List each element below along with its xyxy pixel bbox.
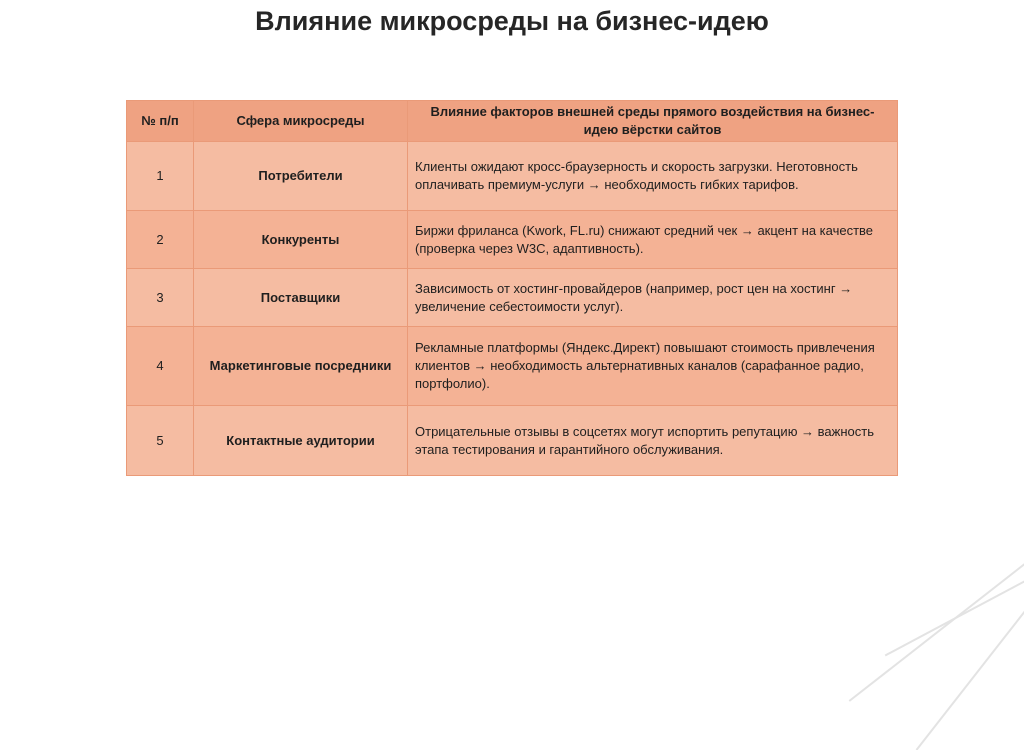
row-num: 1 bbox=[127, 142, 194, 211]
header-sphere: Сфера микросреды bbox=[194, 101, 408, 142]
header-impact: Влияние факторов внешней среды прямого воздействия на бизнес-идею вёрстки сайтов bbox=[408, 101, 898, 142]
table-row bbox=[127, 327, 898, 406]
microenvironment-table bbox=[126, 100, 898, 476]
table-row bbox=[127, 406, 898, 476]
table-row bbox=[127, 269, 898, 327]
header-num: № п/п bbox=[127, 101, 194, 142]
decorative-line bbox=[849, 540, 1024, 701]
row-sphere: Конкуренты bbox=[194, 211, 408, 269]
table-row bbox=[127, 211, 898, 269]
row-impact: Биржи фриланса (Kwork, FL.ru) снижают средний чек → акцент на качестве (проверка через W3C, адаптивность). bbox=[408, 211, 898, 269]
row-num: 2 bbox=[127, 211, 194, 269]
row-sphere: Контактные аудитории bbox=[194, 406, 408, 476]
row-num: 4 bbox=[127, 327, 194, 406]
row-num: 5 bbox=[127, 406, 194, 476]
row-impact: Клиенты ожидают кросс-браузерность и скорость загрузки. Неготовность оплачивать премиум-услуги → необходимость гибких тарифов. bbox=[408, 142, 898, 211]
row-sphere: Маркетинговые посредники bbox=[194, 327, 408, 406]
slide-title: Влияние микросреды на бизнес-идею bbox=[255, 6, 769, 36]
table-row bbox=[127, 142, 898, 211]
row-sphere: Потребители bbox=[194, 142, 408, 211]
row-impact: Рекламные платформы (Яндекс.Директ) повышают стоимость привлечения клиентов → необходимость альтернативных каналов (сарафанное радио, портфолио). bbox=[408, 327, 898, 406]
row-sphere: Поставщики bbox=[194, 269, 408, 327]
table-header-row bbox=[127, 101, 898, 142]
decorative-line bbox=[885, 570, 1024, 656]
row-impact: Отрицательные отзывы в соцсетях могут испортить репутацию → важность этапа тестирования и гарантийного обслуживания. bbox=[408, 406, 898, 476]
row-impact: Зависимость от хостинг-провайдеров (например, рост цен на хостинг → увеличение себестоимости услуг). bbox=[408, 269, 898, 327]
row-num: 3 bbox=[127, 269, 194, 327]
